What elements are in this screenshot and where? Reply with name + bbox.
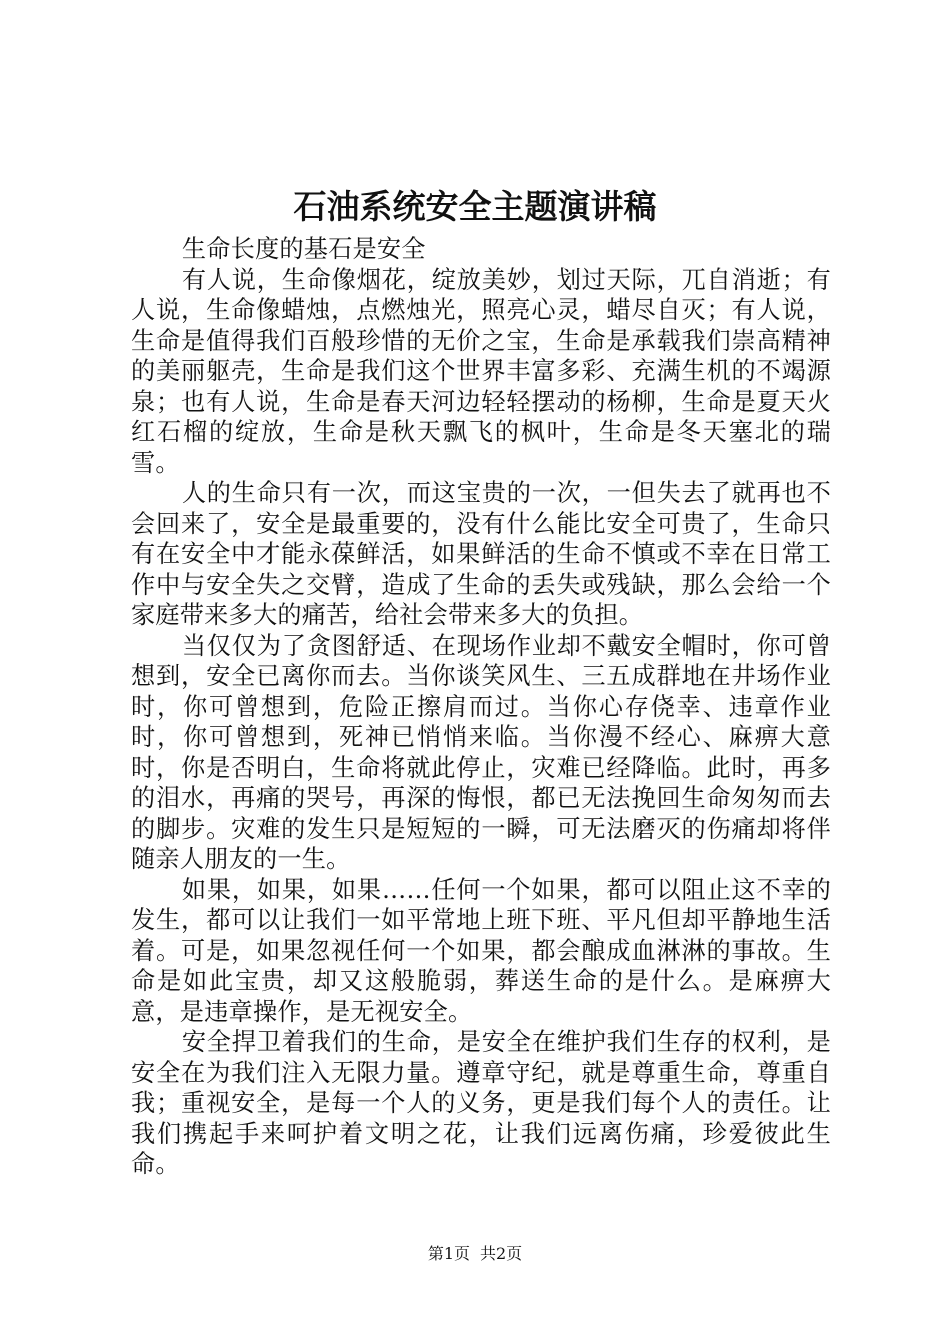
paragraph-3: 当仅仅为了贪图舒适、在现场作业却不戴安全帽时，你可曾想到，安全已离你而去。当你谈笑风生、三五成群地在井场作业时，你可曾想到，危险正擦肩而过。当你心存侥幸、违章作业时，你可曾想到，死神已悄悄来临。当你漫不经心、麻痹大意时，你是否明白，生命将就此停止，灾难已经降临。此时，再多的泪水，再痛的哭号，再深的悔恨，都已无法挽回生命匆匆而去的脚步。灾难的发生只是短短的一瞬，可无法磨灭的伤痛却将伴随亲人朋友的一生。 <box>131 631 831 873</box>
document-title: 石油系统安全主题演讲稿 <box>293 187 657 226</box>
paragraph-4: 如果，如果，如果……任何一个如果，都可以阻止这不幸的发生，都可以让我们一如平常地上班下班、平凡但却平静地生活着。可是，如果忽视任何一个如果，都会酿成血淋淋的事故。生命是如此宝贵，却又这般脆弱，葬送生命的是什么。是麻痹大意，是违章操作，是无视安全。 <box>131 875 831 1026</box>
document-body <box>131 234 831 1180</box>
paragraph-1: 有人说，生命像烟花，绽放美妙，划过天际，兀自消逝；有人说，生命像蜡烛，点燃烛光，照亮心灵，蜡尽自灭；有人说，生命是值得我们百般珍惜的无价之宝，生命是承载我们崇高精神的美丽躯壳，生命是我们这个世界丰富多彩、充满生机的不竭源泉；也有人说，生命是春天河边轻轻摆动的杨柳，生命是夏天火红石榴的绽放，生命是秋天飘飞的枫叶，生命是冬天塞北的瑞雪。 <box>131 265 831 477</box>
page-footer <box>0 1242 950 1266</box>
page-number-total: 共2页 <box>480 1244 523 1263</box>
subtitle-paragraph: 生命长度的基石是安全 <box>181 235 426 263</box>
paragraph-5: 安全捍卫着我们的生命，是安全在维护我们生存的权利，是安全在为我们注入无限力量。遵章守纪，就是尊重生命，尊重自我；重视安全，是每一个人的义务，更是我们每个人的责任。让我们携起手来呵护着文明之花，让我们远离伤痛，珍爱彼此生命。 <box>131 1028 831 1178</box>
page-number-current: 第1页 <box>427 1244 470 1263</box>
paragraph-2: 人的生命只有一次，而这宝贵的一次，一但失去了就再也不会回来了，安全是最重要的，没有什么能比安全可贵了，生命只有在安全中才能永葆鲜活，如果鲜活的生命不慎或不幸在日常工作中与安全失之交臂，造成了生命的丢失或残缺，那么会给一个家庭带来多大的痛苦，给社会带来多大的负担。 <box>131 479 831 629</box>
